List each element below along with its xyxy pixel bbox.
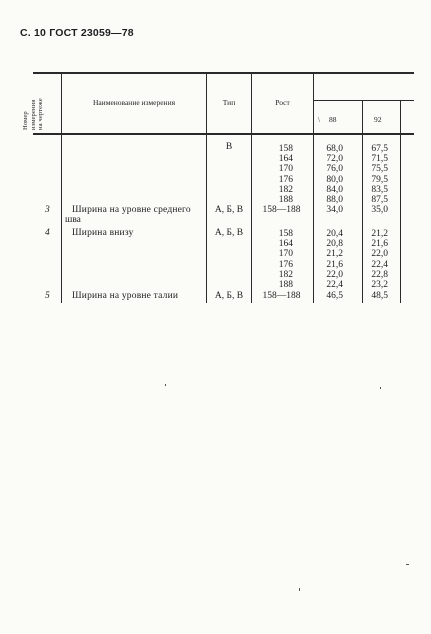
row5-type: А, Б, В bbox=[214, 291, 244, 301]
row5-number: 5 bbox=[45, 291, 50, 301]
row5-val-88: 46,5 bbox=[326, 291, 343, 301]
header-mark: \ bbox=[318, 116, 320, 124]
row3-val-88: 34,0 bbox=[326, 205, 343, 215]
scan-speck bbox=[406, 564, 409, 565]
row3-type: А, Б, В bbox=[214, 205, 244, 215]
row3-name-line1: Ширина на уровне среднего bbox=[72, 205, 191, 215]
row5-name: Ширина на уровне талии bbox=[72, 291, 179, 301]
sizes-subheader-rule bbox=[314, 100, 414, 101]
cont-type: В bbox=[225, 142, 233, 152]
row5-val-92: 48,5 bbox=[371, 291, 388, 301]
row4-col-92: 21,2 21,6 22,0 22,4 22,8 23,2 bbox=[371, 229, 388, 291]
page-header: С. 10 ГОСТ 23059—78 bbox=[20, 27, 134, 39]
header-name: Наименование измерения bbox=[92, 98, 176, 107]
row3-height: 158—188 bbox=[262, 205, 301, 215]
scan-speck bbox=[380, 387, 381, 389]
scan-speck bbox=[299, 588, 300, 591]
cont-heights: 158 164 170 176 182 188 bbox=[278, 144, 293, 206]
header-size-92: 92 bbox=[374, 115, 382, 124]
row4-type: А, Б, В bbox=[214, 228, 244, 238]
row3-number: 3 bbox=[45, 205, 50, 215]
col-divider-1 bbox=[61, 73, 62, 303]
row4-number: 4 bbox=[45, 228, 50, 238]
header-height: Рост bbox=[275, 98, 290, 107]
header-number: Номер измерения на чертеже bbox=[22, 98, 45, 130]
cont-col-92: 67,5 71,5 75,5 79,5 83,5 87,5 bbox=[371, 144, 388, 206]
header-size-88: 88 bbox=[329, 115, 337, 124]
row5-height: 158—188 bbox=[262, 291, 301, 301]
row4-heights: 158 164 170 176 182 188 bbox=[278, 229, 293, 291]
scan-speck bbox=[165, 384, 166, 386]
row4-col-88: 20,4 20,8 21,2 21,6 22,0 22,4 bbox=[326, 229, 343, 291]
col-divider-2 bbox=[206, 73, 207, 303]
header-type: Тип bbox=[222, 98, 236, 107]
row3-name-line2: шва bbox=[65, 215, 81, 225]
header-bottom-rule bbox=[33, 133, 414, 135]
table-top-rule bbox=[33, 72, 414, 74]
cont-col-88: 68,0 72,0 76,0 80,0 84,0 88,0 bbox=[326, 144, 343, 206]
col-divider-6 bbox=[400, 101, 401, 303]
row3-val-92: 35,0 bbox=[371, 205, 388, 215]
row4-name: Ширина внизу bbox=[72, 228, 134, 238]
